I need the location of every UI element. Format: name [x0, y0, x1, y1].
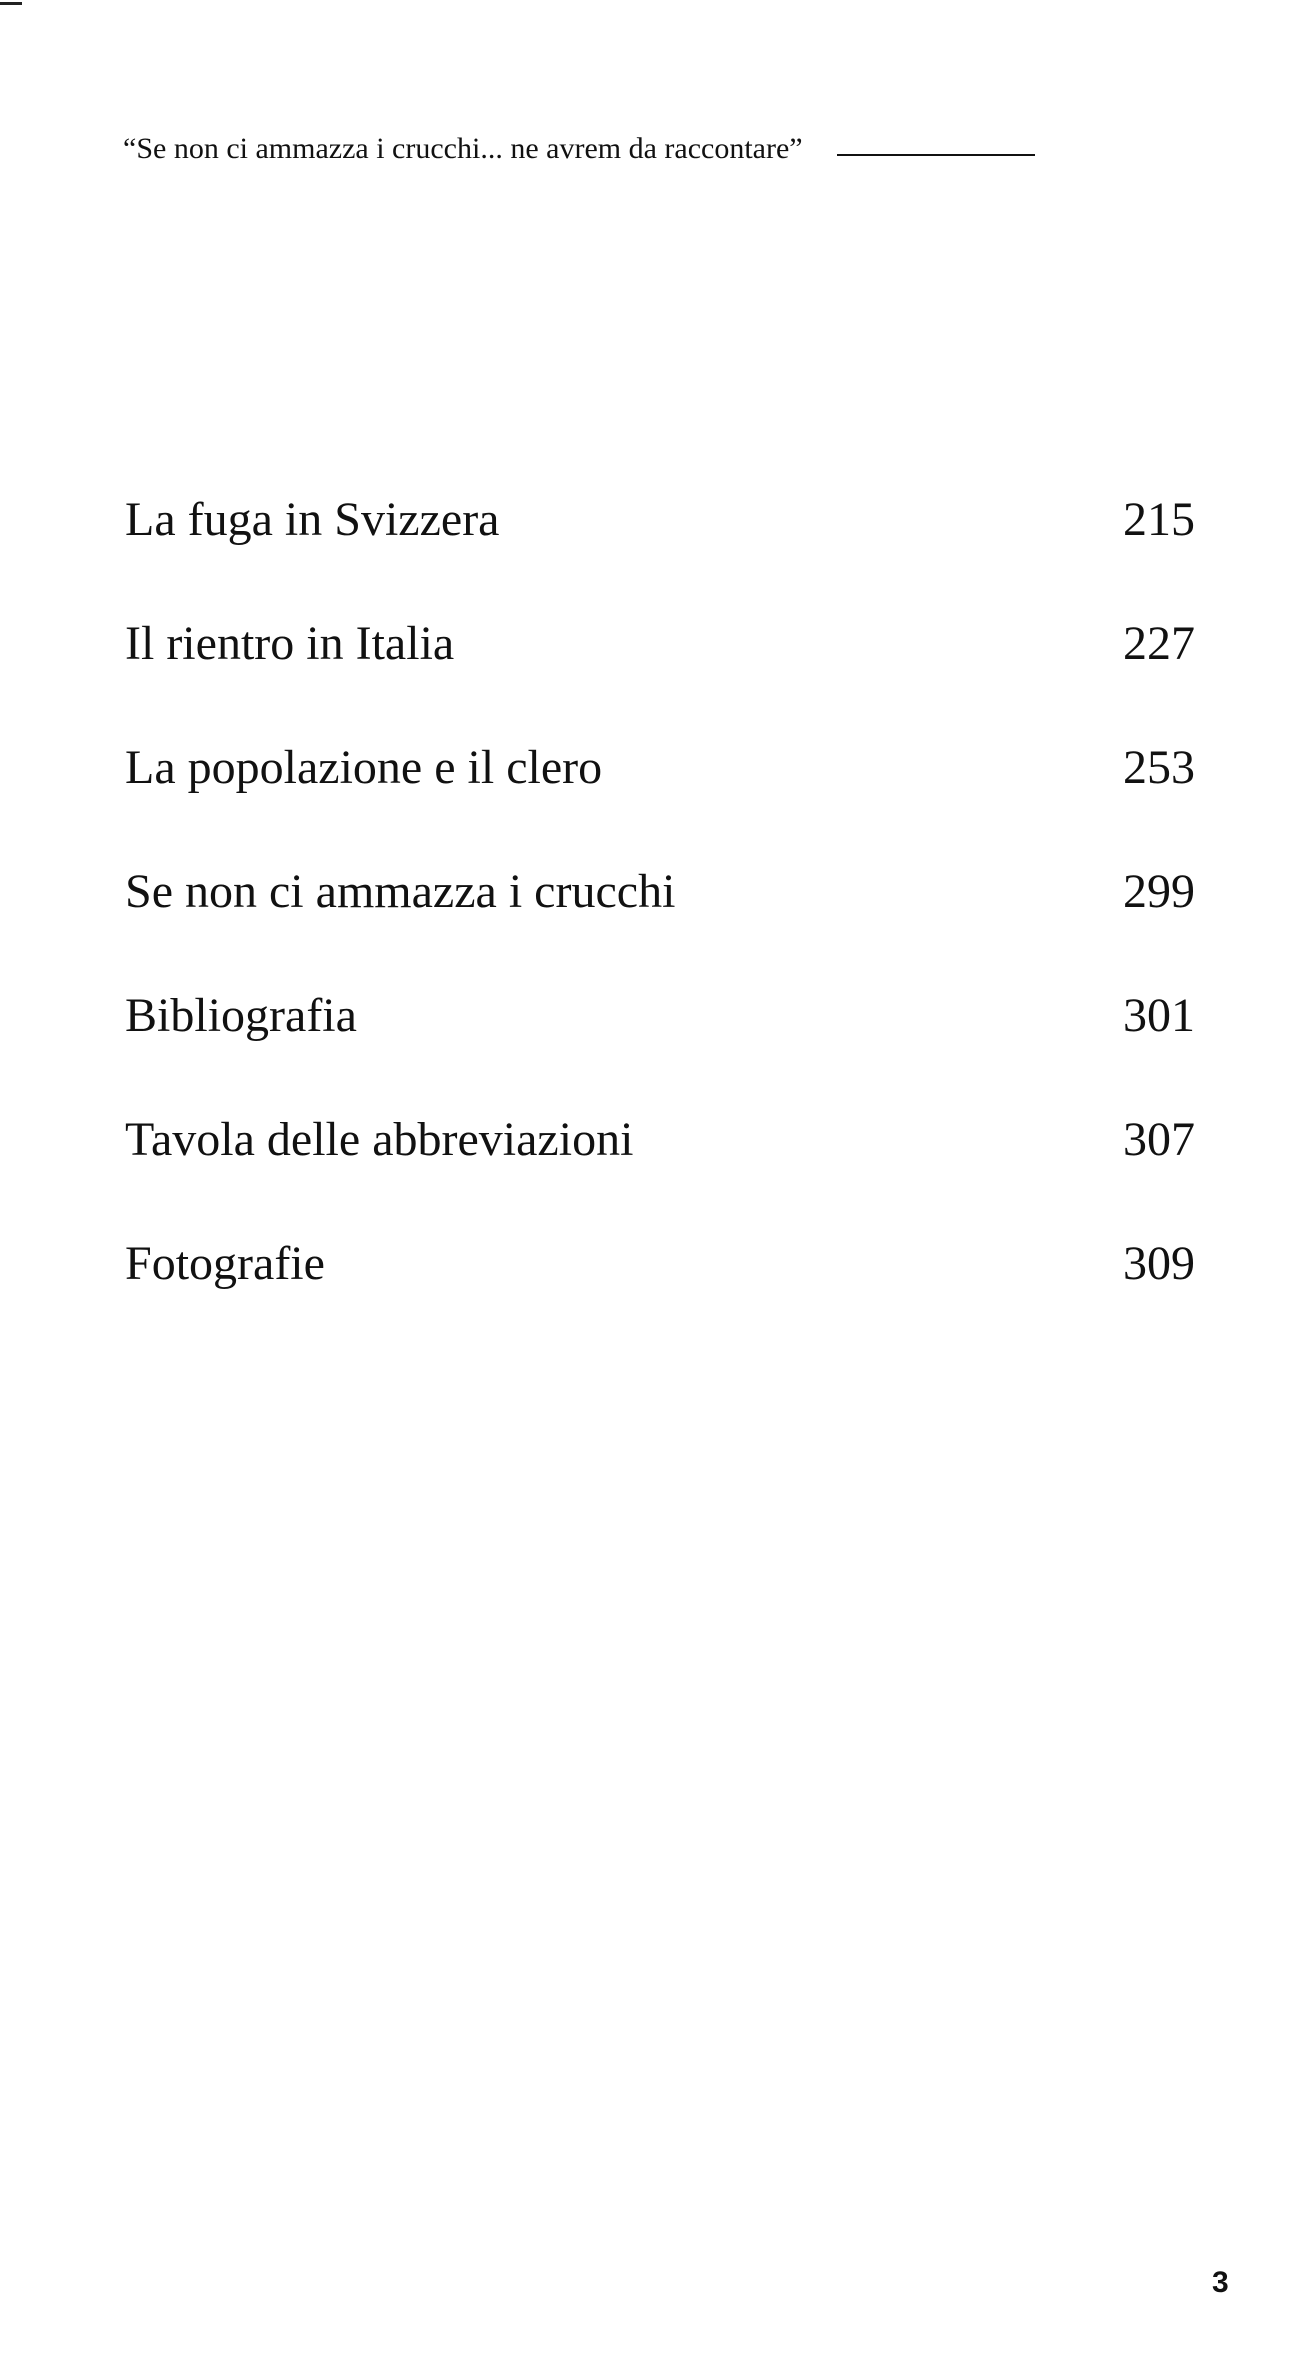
page-number: 3 — [1212, 2266, 1229, 2299]
toc-entry-page: 227 — [1123, 617, 1195, 670]
toc-entry-page: 307 — [1123, 1113, 1195, 1166]
toc-entry — [125, 1232, 1195, 1356]
header-rule — [837, 154, 1035, 156]
scan-corner-mark — [0, 2, 22, 5]
toc-entry — [125, 488, 1195, 612]
toc-entry — [125, 612, 1195, 736]
toc-entry-page: 309 — [1123, 1237, 1195, 1290]
toc-entry — [125, 1108, 1195, 1232]
toc-entry-page: 299 — [1123, 865, 1195, 918]
toc-entry-title: Fotografie — [125, 1237, 325, 1290]
toc-entry-title: La popolazione e il clero — [125, 741, 603, 794]
running-header — [123, 132, 1213, 182]
running-header-title: “Se non ci ammazza i crucchi... ne avrem da raccontare” — [123, 132, 803, 165]
toc-entry-title: Se non ci ammazza i crucchi — [125, 865, 676, 918]
toc-entry-page: 253 — [1123, 741, 1195, 794]
toc-entry — [125, 860, 1195, 984]
toc-entry — [125, 736, 1195, 860]
toc-entry-page: 215 — [1123, 493, 1195, 546]
toc-entry-title: La fuga in Svizzera — [125, 493, 500, 546]
toc-entry-page: 301 — [1123, 989, 1195, 1042]
table-of-contents — [125, 488, 1195, 1356]
toc-entry-title: Tavola delle abbreviazioni — [125, 1113, 634, 1166]
toc-entry-title: Il rientro in Italia — [125, 617, 455, 670]
toc-entry — [125, 984, 1195, 1108]
toc-entry-title: Bibliografia — [125, 989, 357, 1042]
